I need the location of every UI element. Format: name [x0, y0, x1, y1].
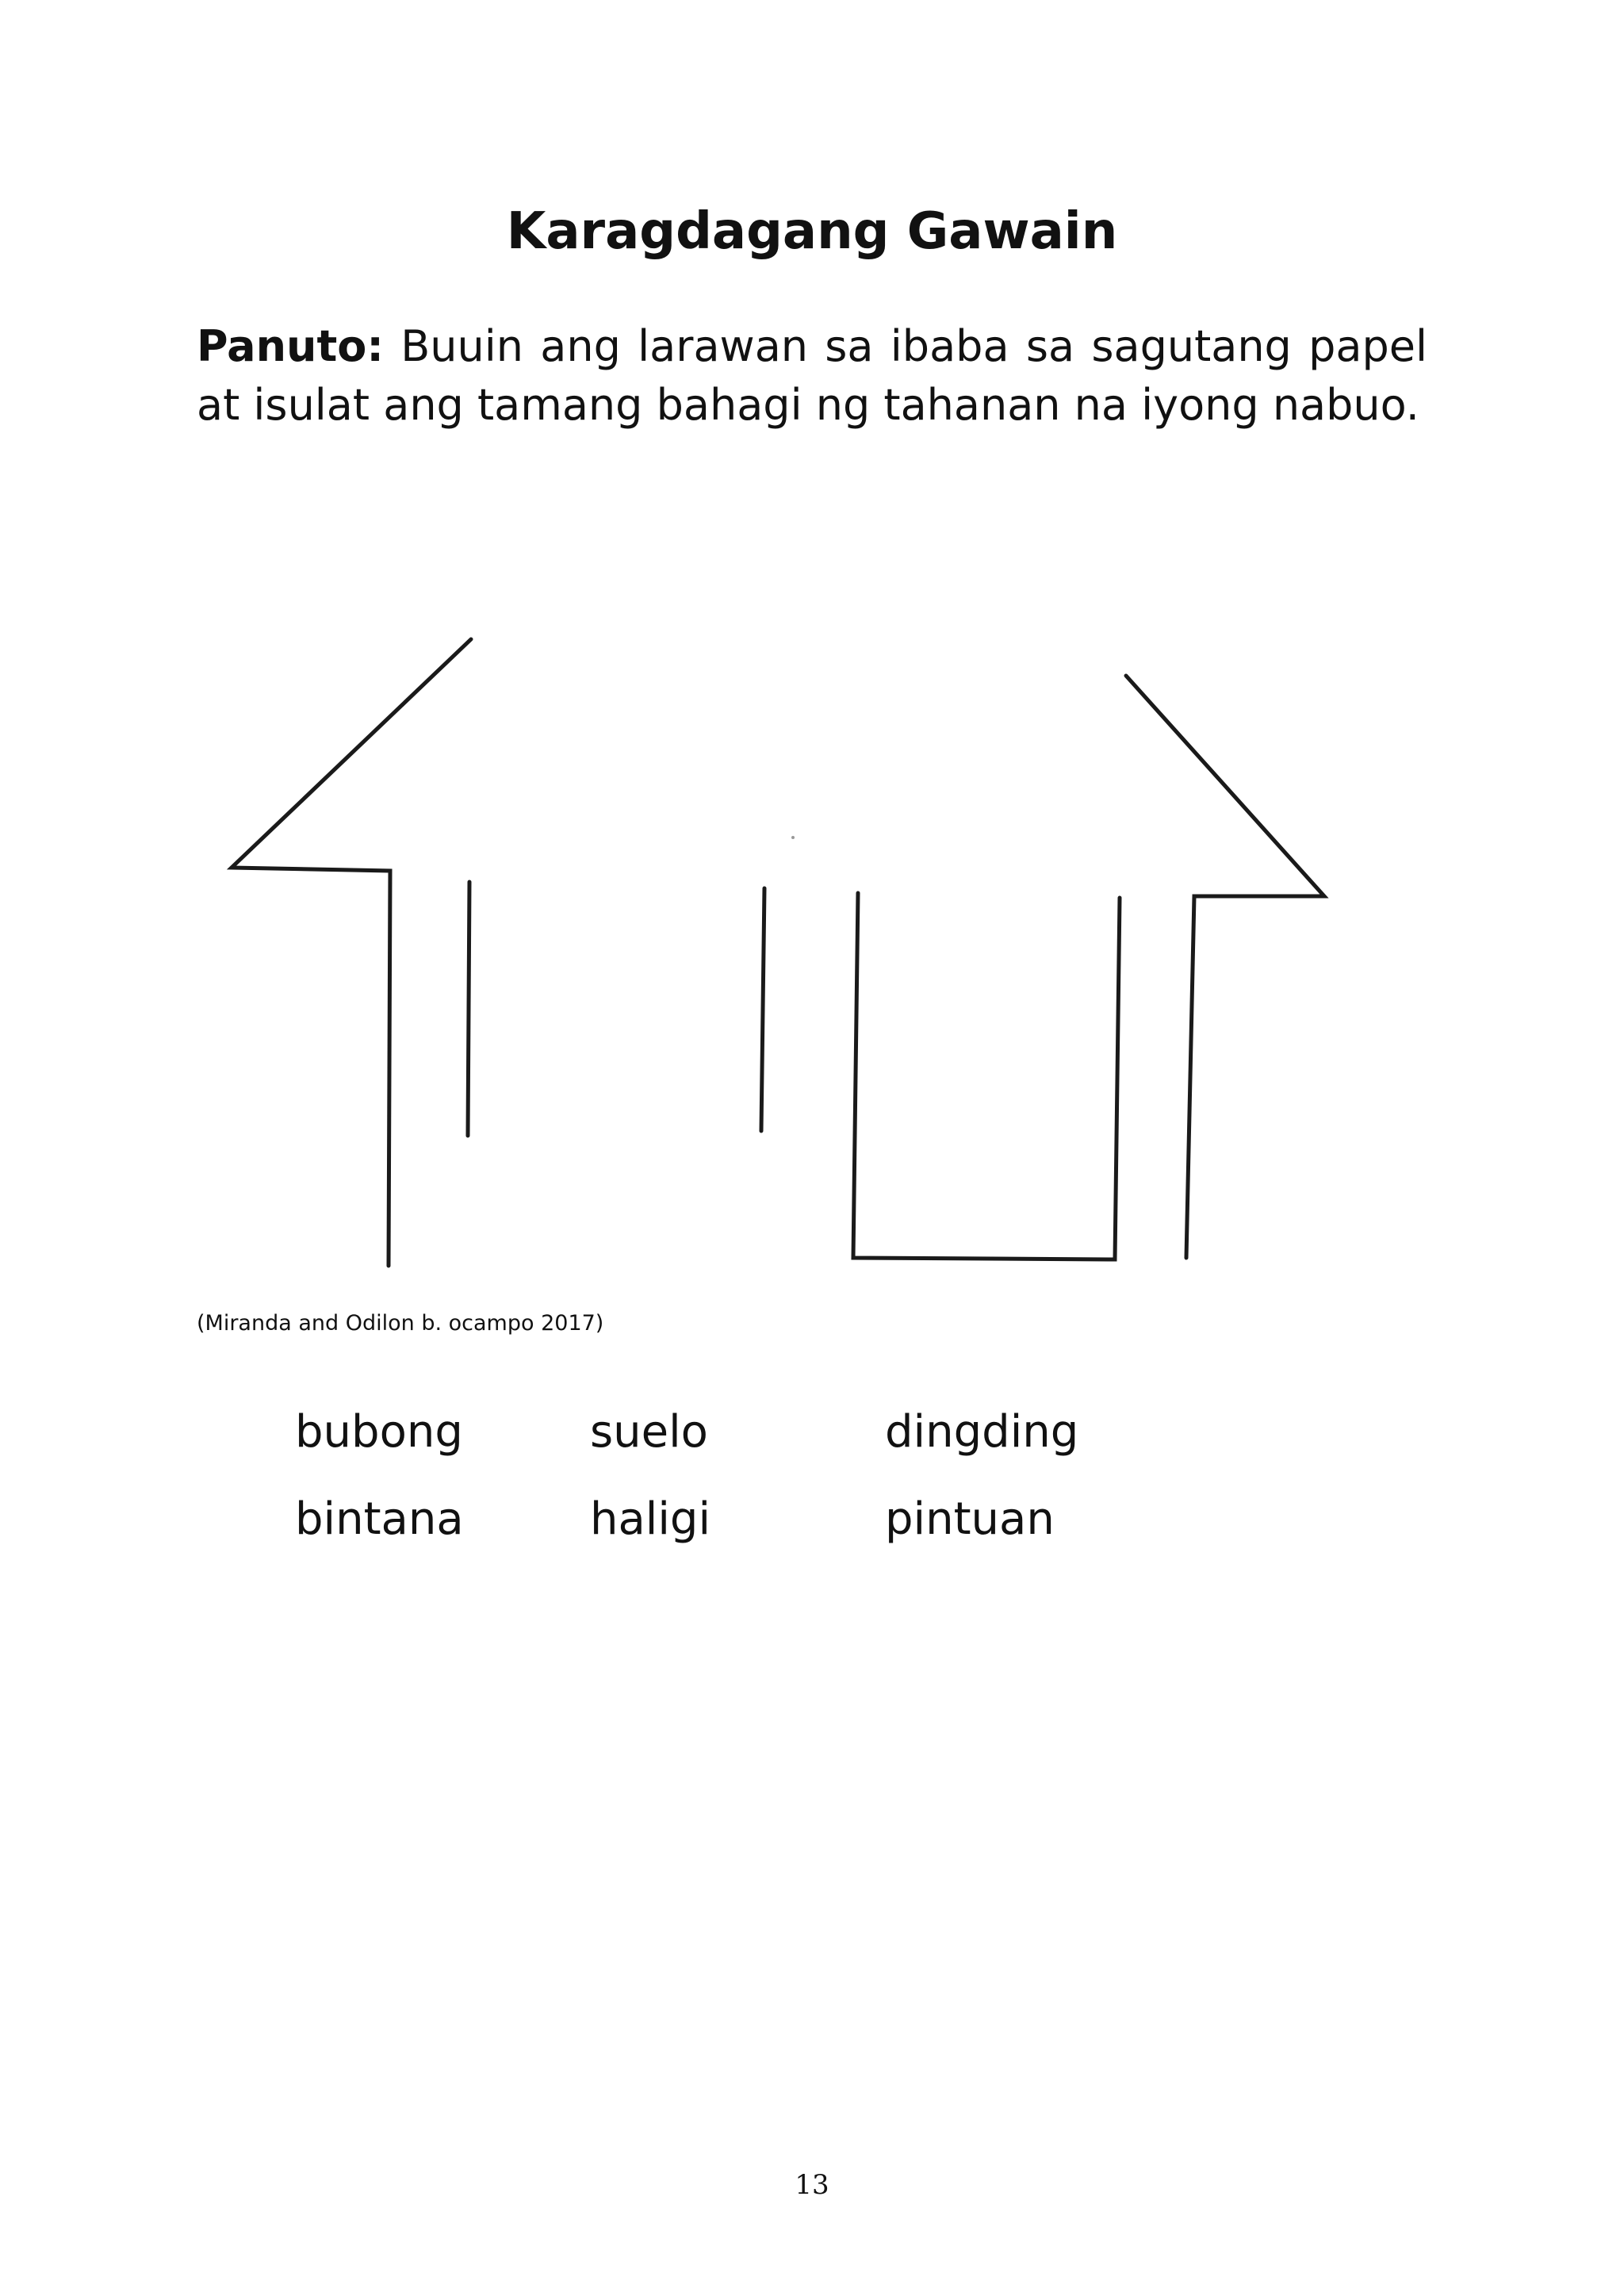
- word-bank-item: suelo: [590, 1406, 708, 1458]
- word-bank: [295, 1404, 1247, 1548]
- right-roof-and-wall-line: [1126, 676, 1324, 1258]
- incomplete-house-drawing: [197, 619, 1386, 1285]
- left-roof-and-wall-line: [232, 639, 471, 1266]
- page-title: Karagdagang Gawain: [506, 202, 1118, 261]
- word-bank-item: bintana: [295, 1493, 464, 1545]
- instructions-label: Panuto:: [197, 321, 384, 371]
- instructions-text: Buuin ang larawan sa ibaba sa sagutang papel at isulat ang tamang bahagi ng tahanan na iyong nabuo.: [197, 321, 1427, 430]
- word-bank-item: pintuan: [885, 1493, 1055, 1545]
- door-outline-line: [853, 893, 1120, 1259]
- stray-mark: [791, 836, 795, 839]
- word-bank-item: bubong: [295, 1406, 463, 1458]
- center-post-line: [761, 888, 764, 1131]
- house-outline-svg: [197, 619, 1386, 1285]
- word-bank-item: dingding: [885, 1406, 1079, 1458]
- image-caption: (Miranda and Odilon b. ocampo 2017): [197, 1311, 604, 1336]
- left-post-line: [468, 882, 469, 1136]
- page-number: 13: [795, 2169, 829, 2201]
- word-bank-item: haligi: [590, 1493, 711, 1545]
- instructions: [197, 317, 1427, 435]
